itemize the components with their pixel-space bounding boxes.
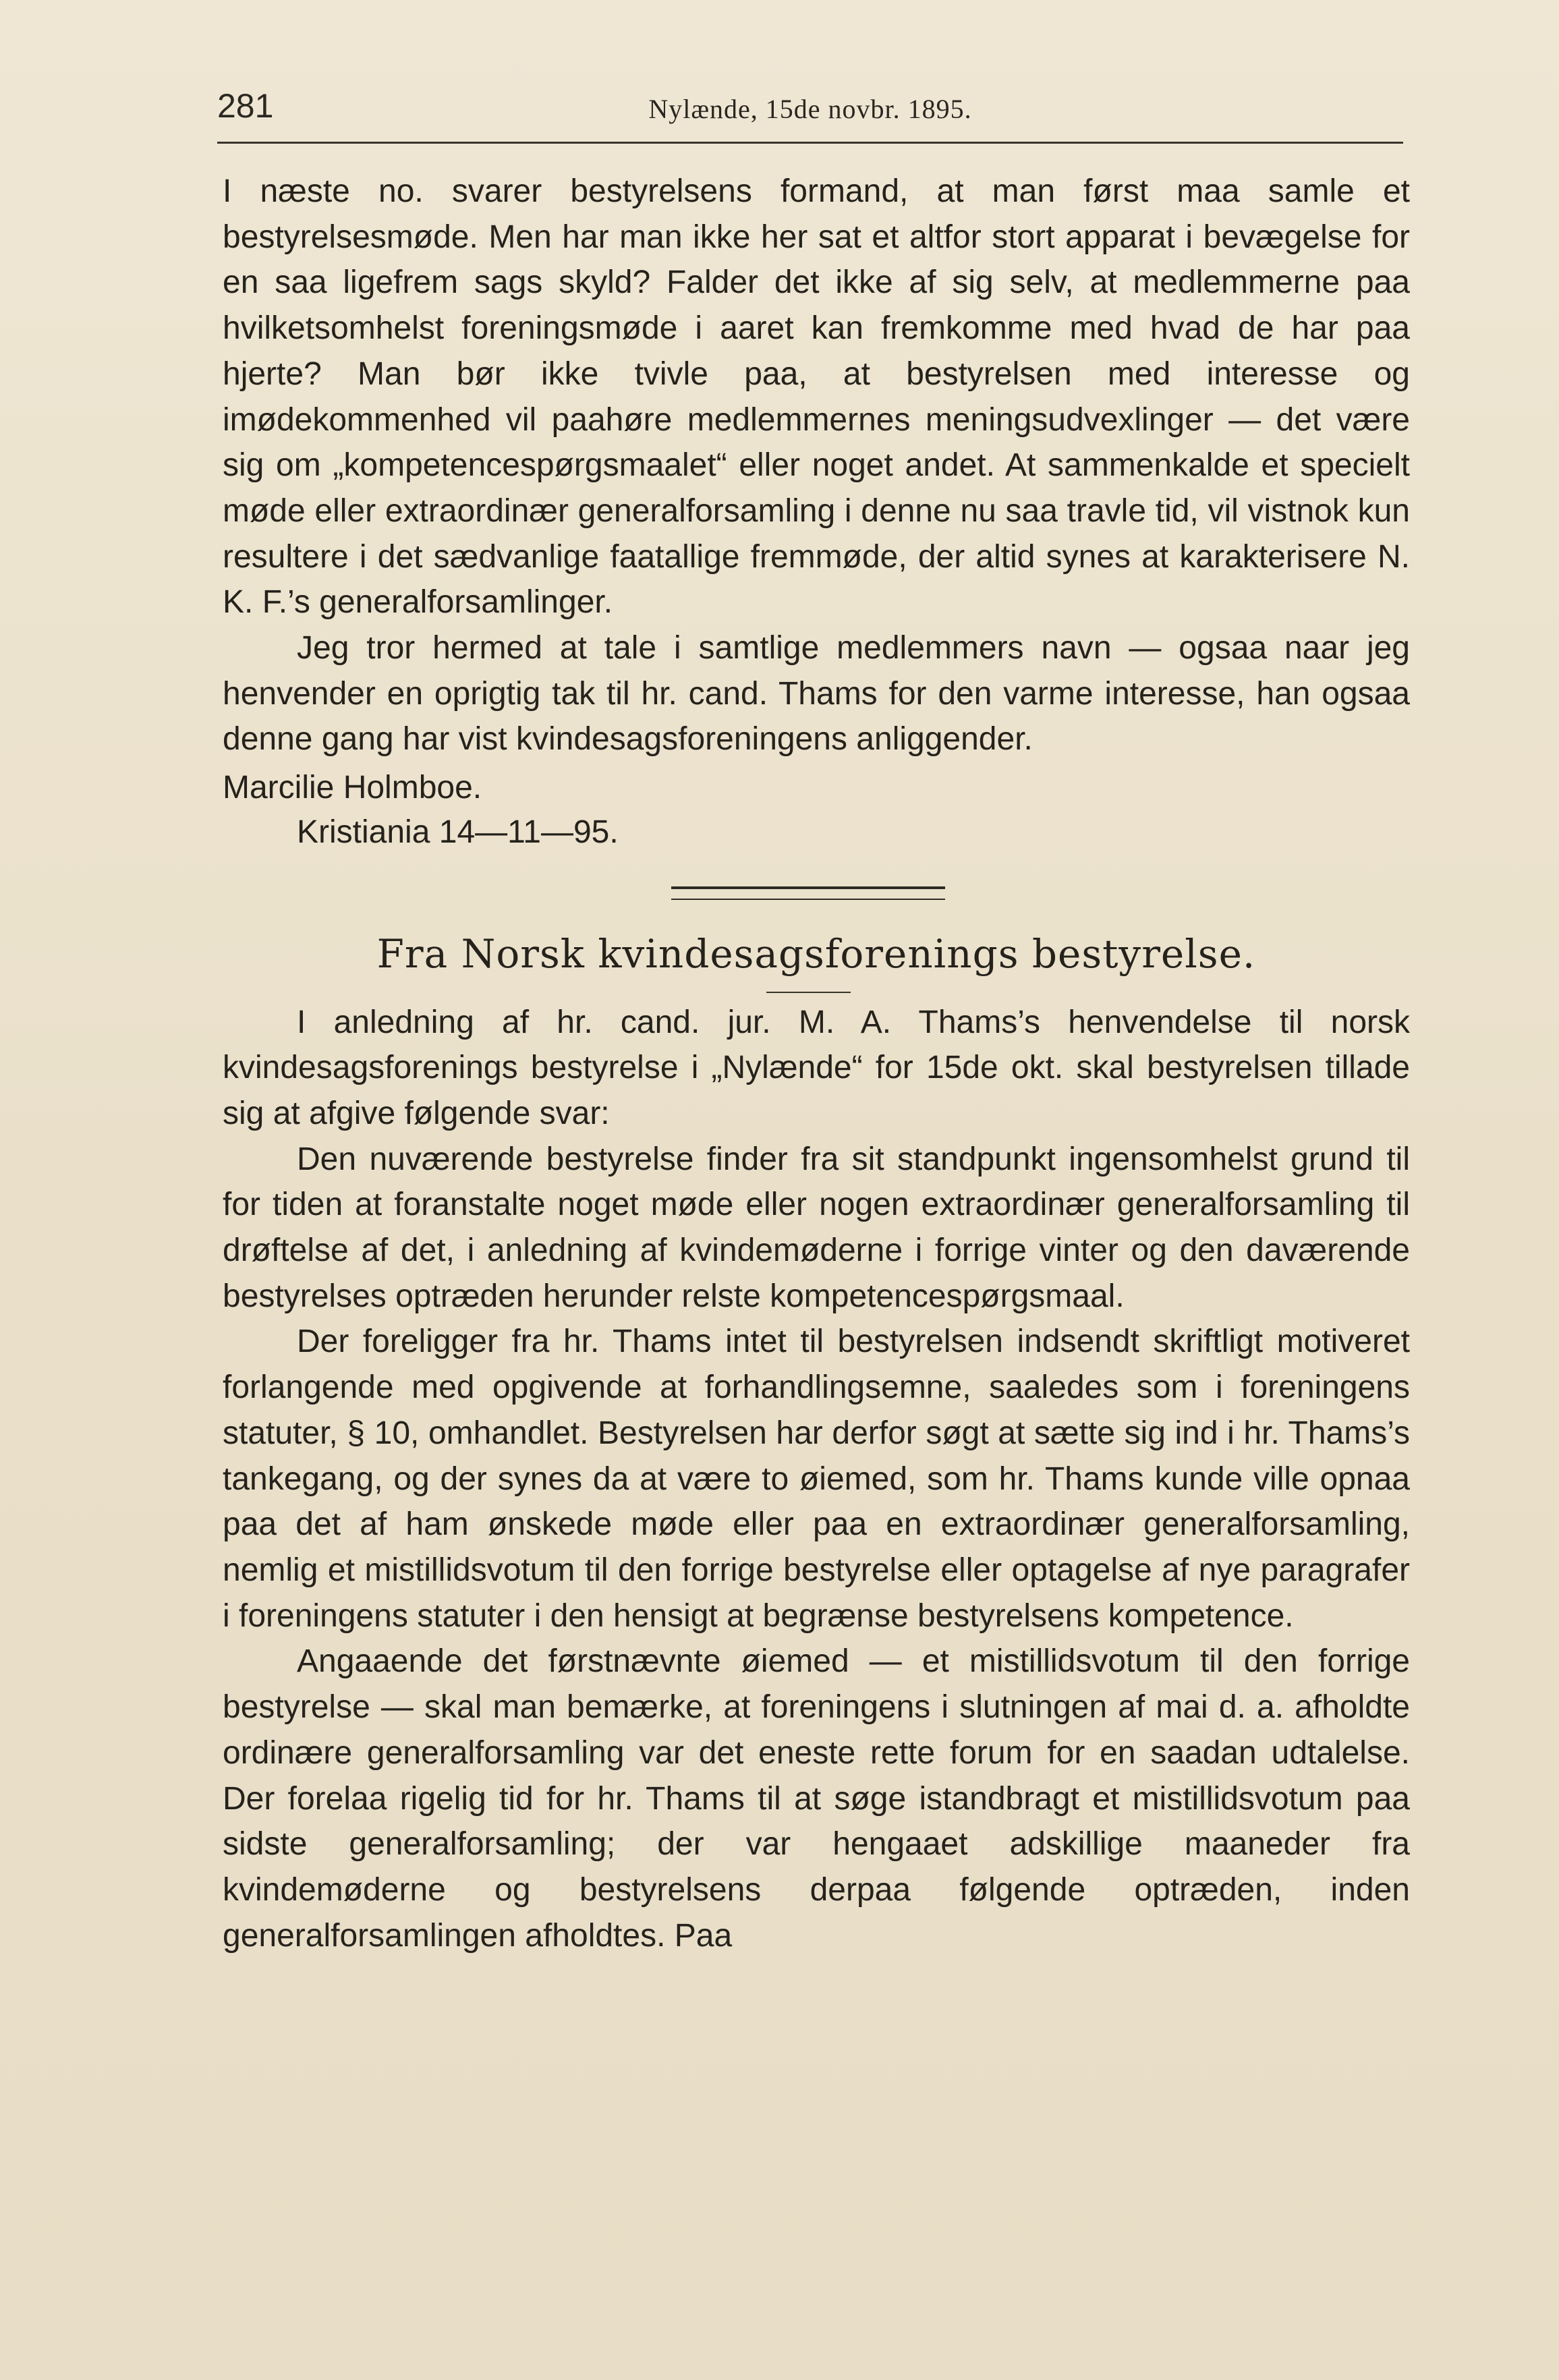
section-paragraph: Angaaende det førstnævnte øiemed — et mistillidsvotum til den forrige bestyrelse — skal man bemærke, at foreningens i slutningen af mai d. a. afholdte ordinære generalforsamling var det eneste rette forum for en saadan udtalelse. Der forelaa rigelig tid for hr. Thams til at søge istandbragt et mistillidsvotum paa sidste generalforsamling; der var hengaaet adskillige maaneder fra kvindemøderne og bestyrelsens derpaa følgende optræden, inden generalforsamlingen afholdtes. Paa (223, 1643, 1410, 1954)
section-title: Fra Norsk kvindesagsforenings bestyrelse. (376, 930, 1256, 977)
signature: Marcilie Holmboe. (223, 770, 482, 806)
place-date: Kristiania 14—11—95. (297, 814, 619, 850)
page-header (217, 86, 1403, 140)
section-divider (671, 886, 945, 900)
letter-paragraph: Jeg tror hermed at tale i samtlige medlemmers navn — ogsaa naar jeg henvender en oprigtig tak til hr. cand. Thams for den varme interesse, han ogsaa denne gang har vist kvindesagsforeningens anliggender. (223, 630, 1410, 758)
section-paragraph: Der foreligger fra hr. Thams intet til bestyrelsen indsendt skriftligt motiveret forlangende med opgivende at forhandlingsemne, saaledes som i foreningens statuter, § 10, omhandlet. Bestyrelsen har derfor søgt at sætte sig ind i hr. Thams’s tankegang, og der synes da at være to øiemed, som hr. Thams kunde ville opnaa paa det af ham ønskede møde eller paa en extraordinær generalforsamling, nemlig et mistillidsvotum til den forrige bestyrelse eller optagelse af nye paragrafer i foreningens statuter i den hensigt at begrænse bestyrelsens kompetence. (223, 1324, 1410, 1634)
section-paragraph: Den nuværende bestyrelse finder fra sit standpunkt ingensomhelst grund til for tiden at foranstalte noget møde eller nogen extraordinær generalforsamling til drøftelse af det, i anledning af kvindemøderne i forrige vinter og den daværende bestyrelses optræden herunder relste kompetencespørgsmaal. (223, 1141, 1410, 1314)
text-column (223, 169, 1410, 1958)
title-rule (766, 992, 851, 993)
running-head: Nylænde, 15de novbr. 1895. (648, 94, 972, 124)
header-rule (217, 142, 1403, 144)
section-paragraph: I anledning af hr. cand. jur. M. A. Thams’s henvendelse til norsk kvindesagsforenings bestyrelse i „Nylænde“ for 15de okt. skal bestyrelsen tillade sig at afgive følgende svar: (223, 1004, 1410, 1131)
letter-paragraph: I næste no. svarer bestyrelsens formand, at man først maa samle et bestyrelsesmøde. Men har man ikke her sat et altfor stort apparat i bevægelse for en saa ligefrem sags skyld? Falder det ikke af sig selv, at medlemmerne paa hvilketsomhelst foreningsmøde i aaret kan fremkomme med hvad de har paa hjerte? Man bør ikke tvivle paa, at bestyrelsen med interesse og imødekommenhed vil paahøre medlemmernes meningsudvexlinger — det være sig om „kompetencespørgsmaalet“ eller noget andet. At sammenkalde et specielt møde eller extraordinær generalforsamling i denne nu saa travle tid, vil vistnok kun resultere i det sædvanlige faatallige fremmøde, der altid synes at karakterisere N. K. F.’s generalforsamlinger. (223, 173, 1410, 621)
page-number: 281 (217, 87, 274, 125)
